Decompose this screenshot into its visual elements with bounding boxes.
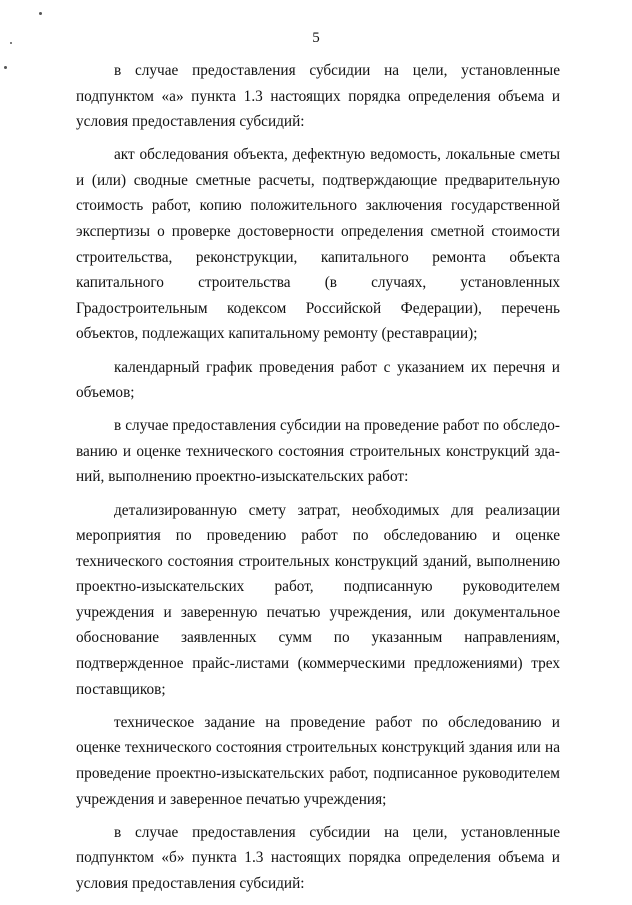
paragraph: в случае предоставления субсидии на цели, установленные подпунктом «а» пункта 1.3 настоящих порядка определения объема и условия предоставления субсидий: — [76, 62, 560, 131]
scan-speck — [39, 12, 42, 15]
document-body — [76, 58, 560, 904]
paragraph: в случае предоставления субсидии на проведение работ по обследованию и оценке технического состояния строительных конструкций зданий, выполнению проектно-изыскательских работ: — [76, 417, 560, 486]
paragraph: в случае предоставления субсидии на цели, установленные подпунктом «б» пункта 1.3 настоящих порядка определения объема и условия предоставления субсидий: — [76, 823, 560, 892]
page-number: 5 — [312, 30, 320, 46]
paragraph: акт обследования объекта, дефектную ведомость, локальные сметы и (или) сводные сметные расчеты, подтверждающие предварительную стоимость работ, копию положительного заключения государственной экспертизы о проверке достоверности определения сметной стоимости строительства, реконструкции, капитального ремонта объекта капитального строительства (в случаях, установленных Градостроительным кодексом Российской Федерации), перечень объектов, подлежащих капитальному ремонту (реставрации); — [76, 146, 560, 343]
paragraph: техническое задание на проведение работ по обследованию и оценке технического состояния строительных конструкций здания или на проведение проектно-изыскательских работ, подписанное руководителем учреждения и заверенное печатью учреждения; — [76, 713, 560, 808]
scan-speck — [4, 66, 7, 69]
paragraph: календарный график проведения работ с указанием их перечня и объемов; — [76, 358, 560, 402]
paragraph: детализированную смету затрат, необходимых для реализации мероприятия по проведению работ по обследованию и оценке технического состояния строительных конструкций зданий, выполнению проектно-изыскательских работ, подписанную руководителем учреждения и заверенную печатью учреждения, или документальное обоснование заявленных сумм по указанным направлениям, подтвержденное прайс-листами (коммерческими предложениями) трех поставщиков; — [76, 501, 560, 698]
